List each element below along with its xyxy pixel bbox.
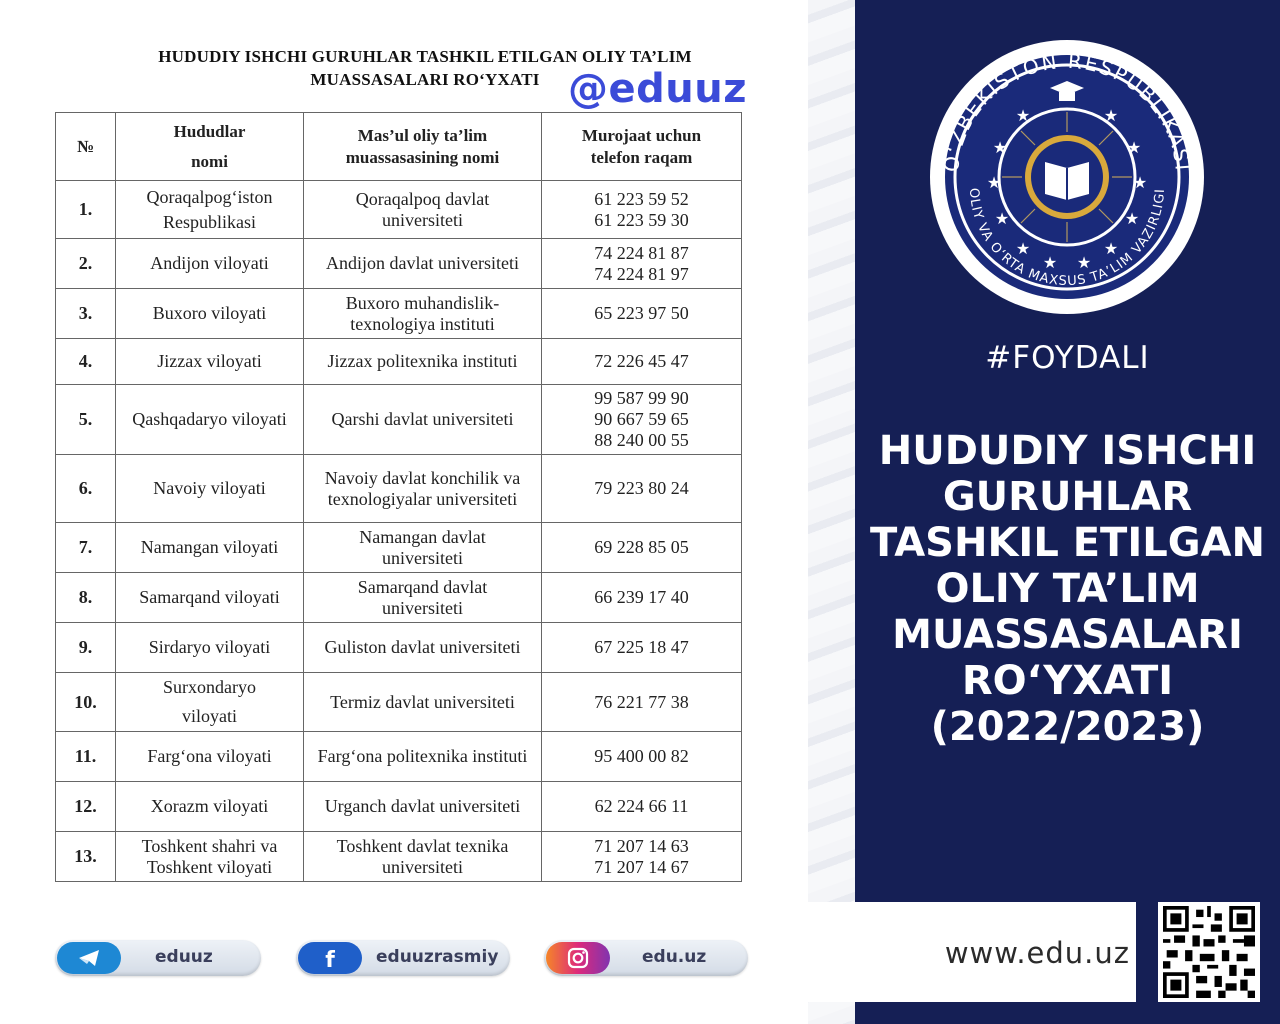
region-name: Farg‘ona viloyati (147, 746, 272, 766)
seal-top-text: O‘ZBEKISTON RESPUBLIKASI (938, 48, 1195, 174)
institution-name-cell (304, 289, 542, 339)
svg-text:★: ★ (994, 209, 1010, 228)
header-phone-line-2: telefon raqam (590, 147, 693, 167)
facebook-label: eduuzrasmiy (376, 947, 499, 967)
institution-name-cell (304, 573, 542, 623)
panel-heading-line: RO‘YXATI (961, 658, 1174, 704)
table-row (56, 289, 742, 339)
table-row (56, 385, 742, 455)
institution-name: Jizzax politexnika instituti (327, 351, 518, 371)
phone-number: 88 240 00 55 (594, 430, 689, 450)
institution-name: Namangan davlat (359, 526, 486, 547)
row-number: 3. (78, 303, 93, 323)
region-name: Surxondaryo (163, 677, 256, 697)
qr-code-box (1158, 902, 1260, 1002)
phone-number: 74 224 81 87 (594, 242, 689, 263)
region-name-cell (116, 623, 304, 673)
region-name: Andijon viloyati (150, 253, 269, 273)
phone-number: 66 239 17 40 (594, 587, 689, 607)
row-number-cell (56, 181, 116, 239)
table-row (56, 782, 742, 832)
institution-name: universiteti (382, 597, 463, 618)
header-phone-line-1: Murojaat uchun (581, 125, 702, 145)
phone-number-cell (542, 181, 742, 239)
phone-number: 71 207 14 63 (594, 835, 689, 856)
phone-number-cell (542, 782, 742, 832)
svg-text:★: ★ (1042, 253, 1058, 272)
institution-name: Urganch davlat universiteti (324, 796, 521, 816)
phone-number: 67 225 18 47 (594, 637, 689, 657)
row-number: 8. (78, 587, 93, 607)
institution-name: Qarshi davlat universiteti (331, 409, 514, 429)
phone-number: 76 221 77 38 (594, 691, 689, 712)
region-name: Respublikasi (163, 211, 256, 232)
table-body (56, 181, 742, 882)
region-name: Sirdaryo viloyati (148, 637, 271, 657)
instagram-label: edu.uz (642, 947, 707, 967)
institution-name-cell (304, 523, 542, 573)
table-row (56, 732, 742, 782)
row-number: 6. (78, 478, 93, 498)
svg-text:★: ★ (992, 138, 1008, 157)
region-name-cell (116, 289, 304, 339)
svg-text:★: ★ (1103, 106, 1119, 125)
institution-name: texnologiyalar universiteti (327, 488, 518, 509)
phone-number: 61 223 59 52 (594, 188, 689, 209)
svg-text:★: ★ (1015, 106, 1031, 125)
phone-number-cell (542, 523, 742, 573)
panel-heading-line: GURUHLAR (942, 474, 1193, 520)
phone-number: 90 667 59 65 (594, 409, 689, 429)
institution-name-cell (304, 339, 542, 385)
phone-number-cell (542, 339, 742, 385)
row-number-cell (56, 455, 116, 523)
phone-number: 61 223 59 30 (594, 209, 689, 230)
svg-text:★: ★ (1126, 138, 1142, 157)
phone-number-cell (542, 239, 742, 289)
phone-number: 79 223 80 24 (594, 478, 689, 498)
row-number: 1. (78, 199, 93, 219)
institution-name: Termiz davlat universiteti (330, 691, 515, 712)
region-name-cell (116, 573, 304, 623)
region-name: Toshkent shahri va (141, 835, 278, 856)
instagram-icon (546, 942, 610, 974)
row-number-cell (56, 623, 116, 673)
ministry-seal-logo (928, 38, 1206, 316)
row-number-cell (56, 732, 116, 782)
row-number: 11. (74, 746, 97, 766)
row-number: 7. (78, 537, 93, 557)
document-title-line-2: MUASSASALARI RO‘YXATI (310, 70, 540, 89)
row-number: 9. (78, 637, 93, 657)
institution-name-cell (304, 181, 542, 239)
institution-name-cell (304, 782, 542, 832)
phone-number-cell (542, 623, 742, 673)
region-name: Qoraqalpog‘iston (146, 186, 273, 207)
row-number: 5. (78, 409, 93, 429)
region-name-cell (116, 181, 304, 239)
panel-heading-line: OLIY TA’LIM (935, 566, 1200, 612)
svg-text:★: ★ (1132, 173, 1148, 192)
region-name: Toshkent viloyati (146, 856, 273, 877)
phone-number-cell (542, 832, 742, 882)
qr-code-icon[interactable] (1163, 906, 1255, 998)
phone-number-cell (542, 455, 742, 523)
phone-number: 69 228 85 05 (594, 537, 689, 557)
row-number-cell (56, 573, 116, 623)
row-number-cell (56, 339, 116, 385)
table-row (56, 523, 742, 573)
table-row (56, 673, 742, 732)
document-title-line-1: HUDUDIY ISHCHI GURUHLAR TASHKIL ETILGAN OLIY TA’LIM (158, 47, 692, 66)
region-name-cell (116, 732, 304, 782)
header-region (116, 113, 304, 181)
table-header-row (56, 113, 742, 181)
panel-heading-line: TASHKIL ETILGAN (870, 520, 1265, 566)
phone-number: 99 587 99 90 (594, 388, 689, 408)
phone-number-cell (542, 673, 742, 732)
phone-number-cell (542, 385, 742, 455)
facebook-icon (298, 942, 362, 974)
phone-number: 74 224 81 97 (594, 263, 689, 284)
facebook-link[interactable] (296, 940, 510, 976)
marble-pattern-strip (808, 0, 856, 1024)
institution-name: Qoraqalpoq davlat (355, 188, 490, 209)
region-name: Jizzax viloyati (157, 351, 262, 371)
institution-name: universiteti (382, 856, 463, 877)
phone-number: 95 400 00 82 (594, 746, 689, 766)
telegram-icon (57, 942, 121, 974)
institution-name-cell (304, 239, 542, 289)
seal-bottom-text: OLIY VA O‘RTA MAXSUS TA’LIM VAZIRLIGI (965, 187, 1169, 290)
row-number-cell (56, 239, 116, 289)
table-row (56, 181, 742, 239)
header-number: № (56, 113, 116, 181)
phone-number-cell (542, 289, 742, 339)
region-name-cell (116, 339, 304, 385)
institution-name: Toshkent davlat texnika (336, 835, 509, 856)
institution-name: universiteti (382, 547, 463, 568)
svg-text:f: f (325, 948, 335, 973)
panel-heading-line: HUDUDIY ISHCHI (878, 428, 1257, 474)
website-link[interactable]: www.edu.uz (944, 936, 1130, 970)
institution-name: Samarqand davlat (357, 576, 488, 597)
phone-number-cell (542, 732, 742, 782)
institution-name: Navoiy davlat konchilik va (324, 467, 521, 488)
header-phone (542, 113, 742, 181)
instagram-link[interactable] (544, 940, 748, 976)
table-row (56, 832, 742, 882)
institution-name: Farg‘ona politexnika instituti (317, 746, 528, 766)
region-name: viloyati (182, 706, 237, 726)
svg-text:★: ★ (1124, 209, 1140, 228)
svg-text:★: ★ (986, 173, 1002, 192)
region-name: Samarqand viloyati (139, 587, 280, 607)
institution-name-cell (304, 623, 542, 673)
phone-number-cell (542, 573, 742, 623)
panel-heading-line: (2022/2023) (930, 704, 1205, 750)
eduuz-handle: @eduuz (568, 66, 747, 112)
table-row (56, 573, 742, 623)
panel-heading (860, 428, 1275, 750)
table-row (56, 623, 742, 673)
region-name: Qashqadaryo viloyati (132, 409, 287, 429)
hashtag-label: #FOYDALI (985, 340, 1150, 376)
regions-table (55, 112, 742, 882)
institution-name-cell (304, 455, 542, 523)
region-name-cell (116, 239, 304, 289)
table-row (56, 339, 742, 385)
region-name-cell (116, 782, 304, 832)
svg-text:★: ★ (1103, 239, 1119, 258)
region-name-cell (116, 523, 304, 573)
institution-name-cell (304, 732, 542, 782)
institution-name: Buxoro muhandislik- (345, 292, 500, 313)
region-name-cell (116, 455, 304, 523)
header-institution-line-2: muassasasining nomi (345, 147, 500, 167)
row-number: 10. (74, 691, 97, 712)
table-row (56, 239, 742, 289)
region-name: Navoiy viloyati (153, 478, 266, 498)
region-name: Buxoro viloyati (152, 303, 267, 323)
institution-name: Andijon davlat universiteti (326, 253, 519, 273)
website-box (808, 902, 1136, 1002)
institution-name-cell (304, 385, 542, 455)
row-number-cell (56, 832, 116, 882)
institution-name: texnologiya instituti (350, 313, 495, 334)
institution-name-cell (304, 673, 542, 732)
region-name: Xorazm viloyati (150, 796, 269, 816)
svg-text:★: ★ (1076, 253, 1092, 272)
panel-heading-line: MUASSASALARI (892, 612, 1243, 658)
row-number-cell (56, 523, 116, 573)
region-name-cell (116, 673, 304, 732)
row-number: 12. (74, 796, 97, 816)
region-name-cell (116, 832, 304, 882)
phone-number: 71 207 14 67 (594, 856, 689, 877)
svg-text:★: ★ (1015, 239, 1031, 258)
institution-name: universiteti (382, 209, 463, 230)
table-row (56, 455, 742, 523)
row-number-cell (56, 782, 116, 832)
header-region-line-2: nomi (191, 151, 228, 171)
phone-number: 62 224 66 11 (594, 796, 689, 816)
phone-number: 72 226 45 47 (594, 351, 689, 371)
row-number-cell (56, 673, 116, 732)
phone-number: 65 223 97 50 (594, 303, 689, 323)
institution-name: Guliston davlat universiteti (324, 637, 521, 657)
row-number-cell (56, 385, 116, 455)
institution-name-cell (304, 832, 542, 882)
header-region-line-1: Hududlar (173, 121, 246, 141)
region-name: Namangan viloyati (140, 537, 279, 557)
region-name-cell (116, 385, 304, 455)
header-institution (304, 113, 542, 181)
telegram-label: eduuz (155, 947, 213, 967)
row-number: 13. (74, 846, 97, 866)
row-number: 4. (78, 351, 93, 371)
row-number: 2. (78, 253, 93, 273)
header-institution-line-1: Mas’ul oliy ta’lim (357, 125, 488, 145)
telegram-link[interactable] (55, 940, 261, 976)
row-number-cell (56, 289, 116, 339)
